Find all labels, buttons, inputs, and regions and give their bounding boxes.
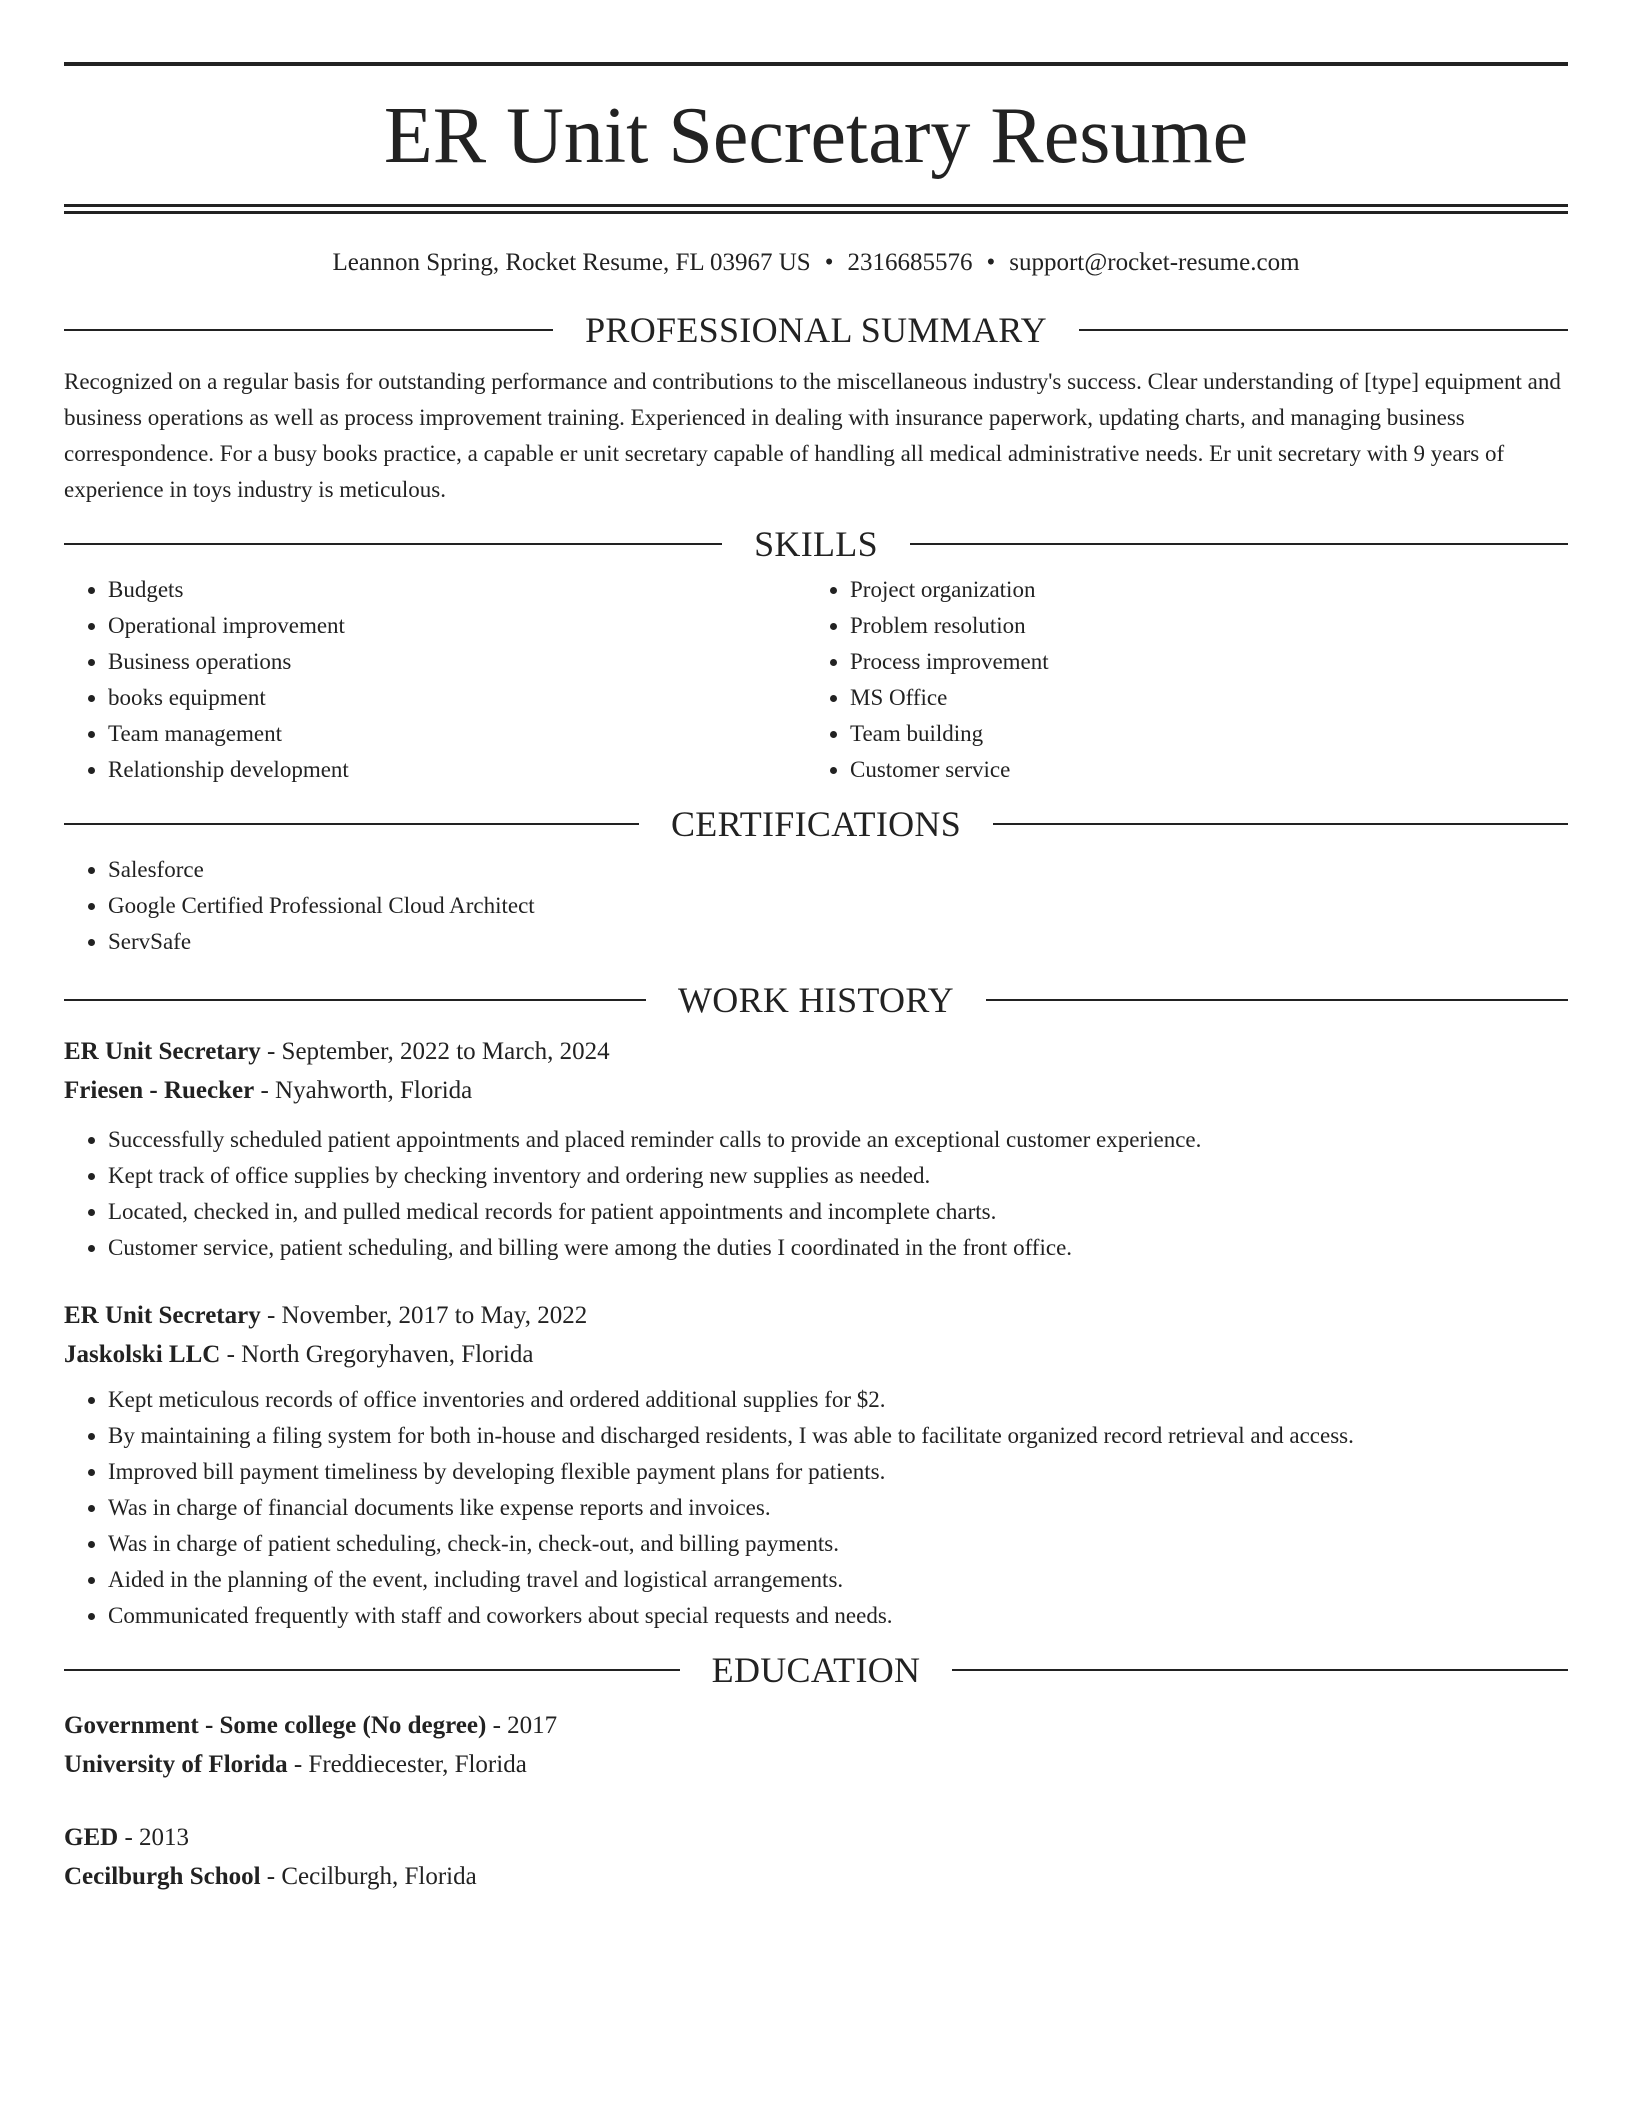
heading-rule-left <box>64 329 553 331</box>
job-duty: • Was in charge of financial documents like expense reports and invoices. <box>108 1490 1568 1526</box>
education-section-heading <box>64 1650 1568 1690</box>
heading-rule-left <box>64 543 722 545</box>
education-degree: Government - Some college (No degree) <box>64 1712 487 1739</box>
contact-email: support@rocket-resume.com <box>1009 249 1300 276</box>
page-title: ER Unit Secretary Resume <box>383 92 1249 180</box>
skills-column-right <box>806 572 1548 788</box>
job-company: Friesen - Ruecker <box>64 1077 255 1104</box>
resume-page <box>64 0 1568 1896</box>
certifications-heading-label: CERTIFICATIONS <box>670 804 962 844</box>
contact-separator: • <box>986 249 996 276</box>
job-title-line <box>64 1032 1568 1071</box>
contact-phone: 2316685576 <box>847 249 973 276</box>
skills-grid <box>64 572 1568 788</box>
summary-text: Recognized on a regular basis for outstanding performance and contributions to the miscellaneous industry's success. Clear understanding of [type] equipment and business operations as well as process improvement training. Experienced in dealing with insurance paperwork, updating charts, and managing business correspondence. For a busy books practice, a capable er unit secretary capable of handling all medical administrative needs. Er unit secretary with 9 years of experience in toys industry is meticulous. <box>64 369 1561 502</box>
work-heading-label: WORK HISTORY <box>678 980 954 1020</box>
job-duty: • Located, checked in, and pulled medical records for patient appointments and incomplete charts. <box>108 1194 1568 1230</box>
job-dates: - September, 2022 to March, 2024 <box>260 1038 610 1065</box>
contact-address: Leannon Spring, Rocket Resume, FL 03967 US <box>332 249 811 276</box>
education-school-line <box>64 1745 1568 1784</box>
skills-heading-label: SKILLS <box>754 524 878 564</box>
education-location: - Cecilburgh, Florida <box>260 1863 477 1890</box>
job-location: - North Gregoryhaven, Florida <box>220 1341 534 1368</box>
certifications-list <box>64 852 1568 960</box>
summary-heading-label: PROFESSIONAL SUMMARY <box>585 310 1047 350</box>
job-duties-list <box>64 1122 1568 1266</box>
job-duty: • Kept meticulous records of office inventories and ordered additional supplies for $2. <box>108 1382 1568 1418</box>
job-title-line <box>64 1296 1568 1335</box>
skill-item: • Customer service <box>850 752 1548 788</box>
job-duty: • Successfully scheduled patient appointments and placed reminder calls to provide an exceptional customer experience. <box>108 1122 1568 1158</box>
job-duty: • Improved bill payment timeliness by developing flexible payment plans for patients. <box>108 1454 1568 1490</box>
skill-item: • Operational improvement <box>108 608 806 644</box>
skill-item: • Budgets <box>108 572 806 608</box>
job-duty: • Aided in the planning of the event, including travel and logistical arrangements. <box>108 1562 1568 1598</box>
job-company: Jaskolski LLC <box>64 1341 221 1368</box>
job-title: ER Unit Secretary <box>64 1038 261 1065</box>
job-company-line <box>64 1071 1568 1110</box>
heading-rule-right <box>986 999 1568 1001</box>
certification-item: • ServSafe <box>108 924 1568 960</box>
job-duties-list <box>64 1382 1568 1634</box>
education-school-line <box>64 1857 1568 1896</box>
skill-item: • Business operations <box>108 644 806 680</box>
summary-section-heading <box>64 310 1568 350</box>
job-dates: - November, 2017 to May, 2022 <box>260 1302 588 1329</box>
skill-item: • Team building <box>850 716 1548 752</box>
education-school: Cecilburgh School <box>64 1863 261 1890</box>
education-heading-label: EDUCATION <box>711 1650 921 1690</box>
job-company-line <box>64 1335 1568 1374</box>
certifications-section-heading <box>64 804 1568 844</box>
education-location: - Freddiecester, Florida <box>287 1751 527 1778</box>
education-year: - 2017 <box>486 1712 558 1739</box>
education-degree-line <box>64 1818 1568 1857</box>
heading-rule-right <box>993 823 1568 825</box>
heading-rule-left <box>64 823 639 825</box>
skill-item: • Process improvement <box>850 644 1548 680</box>
skill-item: • MS Office <box>850 680 1548 716</box>
skill-item: • Project organization <box>850 572 1548 608</box>
job-duty: • Kept track of office supplies by checking inventory and ordering new supplies as needed. <box>108 1158 1568 1194</box>
contact-separator: • <box>824 249 834 276</box>
job-entry <box>64 1296 1568 1634</box>
skill-item: • books equipment <box>108 680 806 716</box>
heading-rule-left <box>64 1669 680 1671</box>
certification-item: • Google Certified Professional Cloud Architect <box>108 888 1568 924</box>
education-entry <box>64 1818 1568 1896</box>
job-duty: • Communicated frequently with staff and coworkers about special requests and needs. <box>108 1598 1568 1634</box>
job-duty: • Was in charge of patient scheduling, check-in, check-out, and billing payments. <box>108 1526 1568 1562</box>
job-title: ER Unit Secretary <box>64 1302 261 1329</box>
work-section-heading <box>64 980 1568 1020</box>
education-school: University of Florida <box>64 1751 288 1778</box>
title-double-rule <box>64 204 1568 214</box>
skill-item: • Problem resolution <box>850 608 1548 644</box>
heading-rule-right <box>1079 329 1568 331</box>
job-entry <box>64 1032 1568 1266</box>
skills-column-left <box>64 572 806 788</box>
education-degree-line <box>64 1706 1568 1745</box>
heading-rule-right <box>910 543 1568 545</box>
education-entry <box>64 1706 1568 1784</box>
contact-line <box>64 248 1568 278</box>
skills-section-heading <box>64 524 1568 564</box>
heading-rule-left <box>64 999 646 1001</box>
job-duty: • Customer service, patient scheduling, and billing were among the duties I coordinated in the front office. <box>108 1230 1568 1266</box>
skill-item: • Team management <box>108 716 806 752</box>
skill-item: • Relationship development <box>108 752 806 788</box>
heading-rule-right <box>952 1669 1568 1671</box>
job-location: - Nyahworth, Florida <box>254 1077 473 1104</box>
job-duty: • By maintaining a filing system for both in-house and discharged residents, I was able to facilitate organized record retrieval and access. <box>108 1418 1568 1454</box>
education-degree: GED <box>64 1824 119 1851</box>
education-year: - 2013 <box>118 1824 190 1851</box>
certification-item: • Salesforce <box>108 852 1568 888</box>
